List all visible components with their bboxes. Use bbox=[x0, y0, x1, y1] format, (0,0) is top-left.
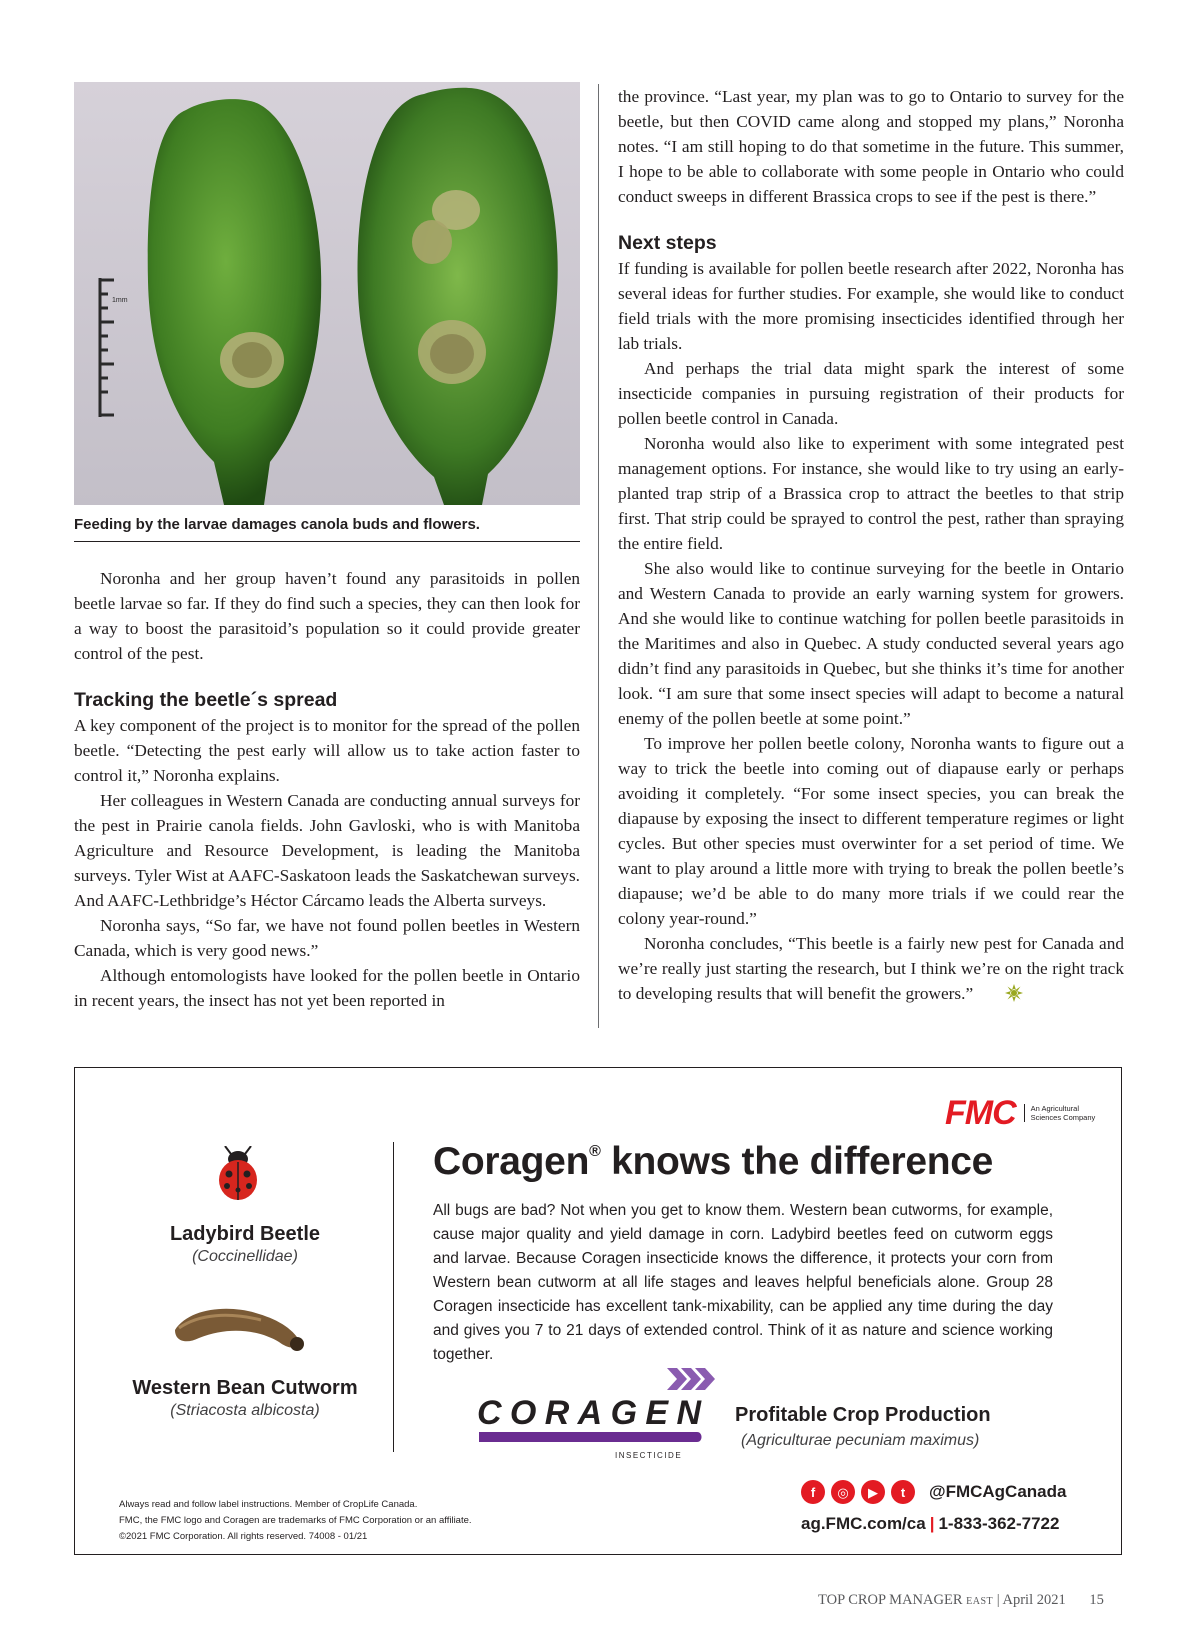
social-handle[interactable]: @FMCAgCanada bbox=[929, 1482, 1067, 1501]
ad-body-copy: All bugs are bad? Not when you get to know them. Western bean cutworms, for example, cause major quality and yield damage in corn. Ladybird beetles feed on cutworm eggs and larvae. Because Coragen insecticide knows the difference, it protects your corn from Western bean cutworm at all life stages and leaves helpful beneficials alone. Group 28 Coragen insecticide has excellent tank-mixability, can be applied any time during the day and gives you 7 to 21 days of extended control. Think of it as nature and science working together. bbox=[433, 1202, 1053, 1363]
fmc-tagline: An Agricultural Sciences Company bbox=[1024, 1104, 1100, 1122]
legal-text bbox=[119, 1497, 472, 1545]
right-paragraph-2: If funding is available for pollen beetle research after 2022, Noronha has several ideas for further studies. For example, she would like to conduct field trials with the more promising insecticides identified through her lab trials. bbox=[618, 259, 1124, 353]
website-link[interactable]: ag.FMC.com/ca bbox=[801, 1514, 926, 1533]
left-body bbox=[74, 566, 580, 1013]
footer-separator: | bbox=[996, 1592, 1000, 1608]
ladybug-icon bbox=[215, 1146, 261, 1207]
contact-separator: | bbox=[929, 1514, 935, 1533]
page-footer bbox=[818, 1592, 1104, 1609]
ad-divider bbox=[393, 1142, 394, 1452]
right-paragraph-5: She also would like to continue surveying for the beetle in Ontario and Western Canada to provide an early warning system for growers. And she would like to continue watching for pollen beetle parasitoids in the Maritimes and also in Quebec. A study conducted several years ago didn’t find any parasitoids in Quebec, but she thinks it’s time for another look. “I am sure that some insect species will adapt to become a natural enemy of the pollen beetle at some point.” bbox=[618, 559, 1124, 728]
left-paragraph-3: Her colleagues in Western Canada are conducting annual surveys for the pest in Prairie canola fields. John Gavloski, who is with Manitoba Agriculture and Resource Development, is leading the Manitoba surveys. Tyler Wist at AAFC-Saskatoon leads the Saskatchewan surveys. And AAFC-Lethbridge’s Héctor Cárcamo leads the Alberta surveys. bbox=[74, 791, 580, 910]
profit-latin: (Agriculturae pecuniam maximus) bbox=[741, 1432, 980, 1449]
right-paragraph-4: Noronha would also like to experiment with some integrated pest management options. For instance, she would like to try using an early-planted trap strip of a Brassica crop to attract the beetles to that strip first. That strip could be sprayed to control the pest, rather than spraying the entire field. bbox=[618, 434, 1124, 553]
cutworm-name: Western Bean Cutworm bbox=[132, 1377, 358, 1399]
cutworm-block bbox=[107, 1376, 383, 1422]
ladybird-name: Ladybird Beetle bbox=[169, 1223, 321, 1245]
photo-caption: Feeding by the larvae damages canola buds and flowers. bbox=[74, 505, 580, 542]
left-paragraph-5: Although entomologists have looked for the pollen beetle in Ontario in recent years, the insect has not yet been reported in bbox=[74, 966, 580, 1010]
scale-label: 1mm bbox=[112, 297, 128, 304]
legal-line-1: Always read and follow label instructions. Member of CropLife Canada. bbox=[119, 1499, 418, 1510]
left-column bbox=[74, 82, 580, 1013]
instagram-icon[interactable]: ◎ bbox=[831, 1480, 855, 1504]
left-paragraph-2: A key component of the project is to monitor for the spread of the pollen beetle. “Detecting the pest early will allow us to take action faster to control it,” Noronha explains. bbox=[74, 716, 580, 785]
canola-bud-photo bbox=[74, 82, 580, 505]
headline-brand: Coragen bbox=[433, 1140, 590, 1183]
phone-number[interactable]: 1-833-362-7722 bbox=[938, 1514, 1060, 1533]
facebook-icon[interactable]: f bbox=[801, 1480, 825, 1504]
right-column bbox=[618, 84, 1124, 1009]
closing-text: Noronha concludes, “This beetle is a fairly new pest for Canada and we’re really just starting the research, but I think we’re on the right track to developing results that will benefit the growers.” bbox=[618, 934, 1124, 1003]
registered-mark: ® bbox=[589, 1143, 601, 1160]
coragen-advertisement bbox=[74, 1067, 1122, 1555]
magazine-edition: EAST bbox=[966, 1596, 994, 1607]
twitter-icon[interactable]: t bbox=[891, 1480, 915, 1504]
subhead-next-steps: Next steps bbox=[618, 232, 717, 254]
ladybird-block bbox=[115, 1222, 375, 1268]
right-paragraph-3: And perhaps the trial data might spark the interest of some insecticide companies in pursuing registration of their products for pollen beetle control in Canada. bbox=[618, 359, 1124, 428]
left-paragraph-1: Noronha and her group haven’t found any parasitoids in pollen beetle larvae so far. If they do find such a species, they can then look for a way to boost the parasitoid’s population so it could provide greater control of the pest. bbox=[74, 569, 580, 663]
subhead-tracking: Tracking the beetle´s spread bbox=[74, 689, 338, 711]
profit-title: Profitable Crop Production bbox=[735, 1404, 991, 1426]
legal-line-2: FMC, the FMC logo and Coragen are trademarks of FMC Corporation or an affiliate. bbox=[119, 1515, 472, 1526]
ladybird-latin: (Coccinellidae) bbox=[192, 1248, 298, 1265]
headline-rest: knows the difference bbox=[600, 1140, 994, 1183]
right-paragraph-7 bbox=[618, 931, 1124, 1009]
issue-date: April 2021 bbox=[1002, 1592, 1066, 1608]
cutworm-latin: (Striacosta albicosta) bbox=[170, 1402, 320, 1419]
page-number: 15 bbox=[1089, 1592, 1104, 1608]
coragen-wordmark: CORAGEN bbox=[477, 1394, 703, 1432]
right-paragraph-6: To improve her pollen beetle colony, Noronha wants to figure out a way to trick the beetle into coming out of diapause early or perhaps avoiding it completely. “For some insect species, you can break the diapause by exposing the insect to different temperature regimes or light cycles. But other species must overwinter for a set period of time. We want to play around a little more with trying to break the pollen beetle’s diapause; we’d be able to do many more trials if we could rear the colony year-round.” bbox=[618, 734, 1124, 928]
fmc-logo bbox=[945, 1096, 1100, 1130]
coragen-subtitle: INSECTICIDE bbox=[615, 1451, 683, 1460]
contact-line bbox=[801, 1514, 1059, 1534]
column-divider bbox=[598, 84, 599, 1028]
social-links bbox=[801, 1480, 1066, 1504]
youtube-icon[interactable]: ▶ bbox=[861, 1480, 885, 1504]
coragen-logo bbox=[477, 1368, 717, 1464]
magazine-name: TOP CROP MANAGER bbox=[818, 1592, 963, 1608]
left-paragraph-4: Noronha says, “So far, we have not found pollen beetles in Western Canada, which is very good news.” bbox=[74, 916, 580, 960]
end-leaf-icon bbox=[979, 984, 1023, 1009]
fmc-wordmark: FMC bbox=[945, 1094, 1016, 1132]
ad-headline bbox=[433, 1140, 993, 1184]
canola-buds-image bbox=[74, 82, 580, 505]
legal-line-3: ©2021 FMC Corporation. All rights reserved. 74008 - 01/21 bbox=[119, 1531, 368, 1542]
right-paragraph-1: the province. “Last year, my plan was to go to Ontario to survey for the beetle, but then COVID came along and stopped my plans,” Noronha notes. “I am still hoping to do that sometime in the future. This summer, I hope to be able to collaborate with some people in Ontario who could conduct sweeps in different Brassica crops to see if the pest is there.” bbox=[618, 87, 1124, 206]
cutworm-icon bbox=[169, 1300, 309, 1361]
